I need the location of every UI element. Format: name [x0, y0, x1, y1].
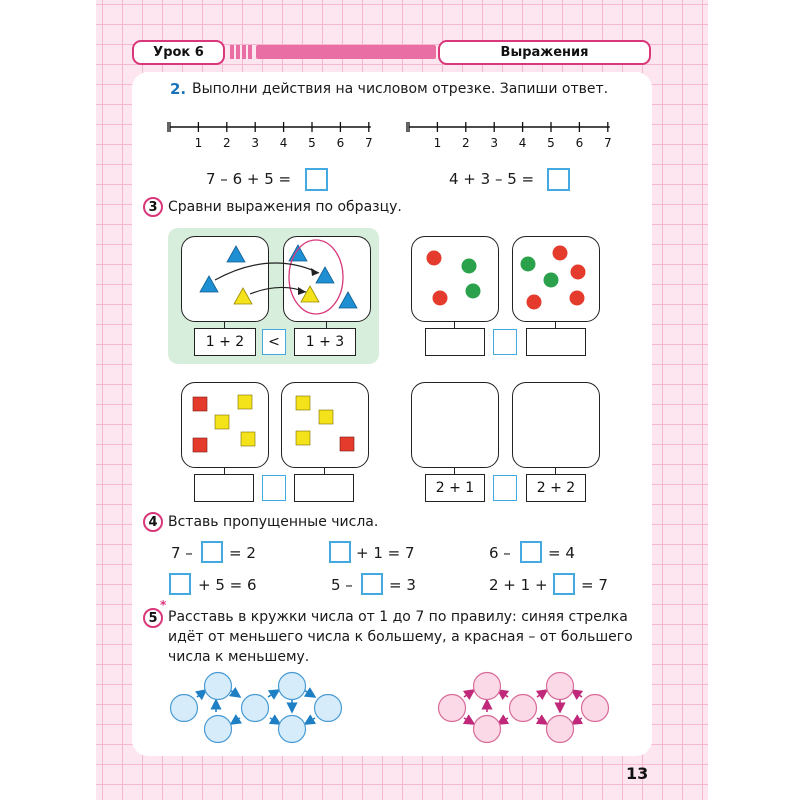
difficulty-star-icon: * [160, 598, 167, 612]
blue-node [279, 673, 306, 700]
blue-graph [171, 673, 342, 743]
topic-text: Выражения [500, 45, 589, 60]
last-expression-right: 2 + 2 [526, 474, 586, 502]
task5-line-2: идёт от меньшего числа к большему, а красная – от большего [168, 629, 633, 645]
pink-node [439, 695, 466, 722]
task2-expression-left: 7 – 6 + 5 = [206, 170, 292, 188]
pink-node [547, 716, 574, 743]
task2-instruction: Выполни действия на числовом отрезке. Запиши ответ. [192, 81, 609, 97]
example-expression-left: 1 + 2 [194, 328, 256, 356]
number-line-label: 6 [575, 136, 584, 150]
task3-instruction: Сравни выражения по образцу. [168, 199, 402, 215]
pink-node [474, 673, 501, 700]
t4-r2-text: = 3 [389, 576, 416, 594]
blue-node [315, 695, 342, 722]
task3-number: 3 [143, 197, 163, 217]
pink-node [510, 695, 537, 722]
pink-node [547, 673, 574, 700]
lesson-text: Урок 6 [153, 45, 204, 60]
blue-node [242, 695, 269, 722]
pink-node [582, 695, 609, 722]
number-line-label: 2 [222, 136, 231, 150]
number-line-label: 7 [603, 136, 612, 150]
blue-node [171, 695, 198, 722]
blue-node [205, 716, 232, 743]
number-line-label: 1 [194, 136, 203, 150]
number-line-label: 6 [336, 136, 345, 150]
t4-r1-text: = 2 [229, 544, 256, 562]
task2-number: 2. [170, 80, 187, 98]
example-expression-right: 1 + 3 [294, 328, 356, 356]
number-line-label: 2 [461, 136, 470, 150]
task5-line-1: Расставь в кружки числа от 1 до 7 по правилу: синяя стрелка [168, 609, 628, 625]
page-number: 13 [626, 764, 649, 783]
t4-r1-text: 6 – [489, 544, 511, 562]
blue-node [205, 673, 232, 700]
t4-r2-text: 2 + 1 + [489, 576, 548, 594]
number-line-label: 5 [308, 136, 316, 150]
blue-node [279, 716, 306, 743]
task4-instruction: Вставь пропущенные числа. [168, 514, 379, 530]
number-line-label: 4 [279, 136, 288, 150]
t4-r2-text: 5 – [331, 576, 353, 594]
task4-number: 4 [143, 512, 163, 532]
pink-node [474, 716, 501, 743]
number-line-label: 5 [547, 136, 555, 150]
task5-line-3: числа к меньшему. [168, 649, 310, 665]
t4-r2-text: + 5 = 6 [198, 576, 257, 594]
t4-r1-text: = 4 [548, 544, 575, 562]
number-line-label: 4 [518, 136, 527, 150]
last-expression-left: 2 + 1 [425, 474, 485, 502]
t4-r1-text: 7 – [171, 544, 193, 562]
example-sign: < [262, 329, 286, 355]
number-line-label: 3 [490, 136, 499, 150]
task5-number: 5 [143, 608, 163, 628]
t4-r1-text: + 1 = 7 [356, 544, 415, 562]
number-line-label: 1 [433, 136, 442, 150]
t4-r2-text: = 7 [581, 576, 608, 594]
pink-graph [439, 673, 609, 743]
number-line-label: 7 [364, 136, 373, 150]
task2-expression-right: 4 + 3 – 5 = [449, 170, 535, 188]
number-line-label: 3 [251, 136, 260, 150]
